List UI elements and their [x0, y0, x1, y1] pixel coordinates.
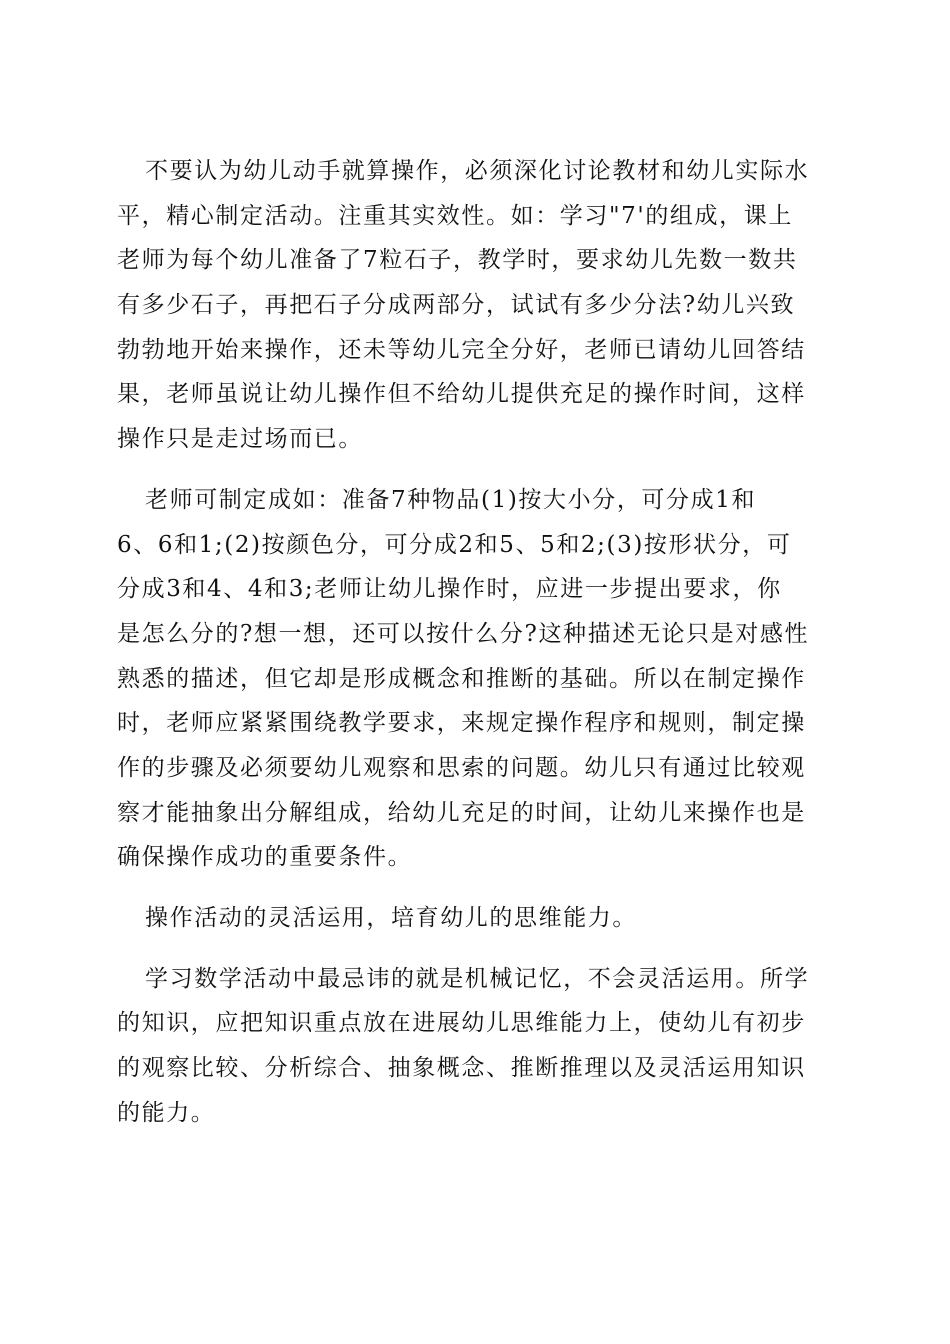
text-line: 确保操作成功的重要条件。 [117, 844, 413, 871]
text-line: 的观察比较、分析综合、抽象概念、推断推理以及灵活运用知识 [117, 1055, 806, 1082]
text-line: 有多少石子，再把石子分成两部分，试试有多少分法?幼儿兴致 [117, 292, 796, 319]
text-line: 是怎么分的?想一想，还可以按什么分?这种描述无论只是对感性 [117, 620, 810, 647]
text-line: 学习数学活动中最忌讳的就是机械记忆，不会灵活运用。所学 [145, 965, 810, 992]
text-line: 察才能抽象出分解组成，给幼儿充足的时间，让幼儿来操作也是 [117, 799, 806, 826]
text-line: 作的步骤及必须要幼儿观察和思索的问题。幼儿只有通过比较观 [117, 754, 806, 781]
text-line: 的知识，应把知识重点放在进展幼儿思维能力上，使幼儿有初步 [117, 1010, 806, 1037]
text-line: 平，精心制定活动。注重其实效性。如：学习"7'的组成，课上 [117, 202, 793, 229]
text-line: 操作活动的灵活运用，培育幼儿的思维能力。 [145, 905, 637, 931]
text-line: 时，老师应紧紧围绕教学要求，来规定操作程序和规则，制定操 [117, 710, 806, 737]
text-line: 老师为每个幼儿准备了7粒石子，教学时，要求幼儿先数一数共 [117, 247, 798, 274]
paragraph-2 [117, 478, 835, 880]
text-line: 勃勃地开始来操作，还未等幼儿完全分好，老师已请幼儿回答结 [117, 336, 806, 363]
text-line: 的能力。 [117, 1099, 216, 1126]
paragraph-gap [117, 941, 835, 957]
text-line: 操作只是走过场而已。 [117, 426, 363, 453]
text-line: 分成3和4、4和3;老师让幼儿操作时，应进一步提出要求，你 [117, 576, 782, 603]
paragraph-gap [117, 462, 835, 478]
text-line: 果，老师虽说让幼儿操作但不给幼儿提供充足的操作时间，这样 [117, 381, 806, 408]
paragraph-gap [117, 880, 835, 896]
text-line: 6、6和1;(2)按颜色分，可分成2和5、5和2;(3)按形状分，可 [117, 531, 792, 558]
document-page [117, 149, 835, 1135]
paragraph-4 [117, 957, 835, 1136]
paragraph-3 [117, 896, 835, 941]
paragraph-1 [117, 149, 835, 462]
text-line: 不要认为幼儿动手就算操作，必须深化讨论教材和幼儿实际水 [145, 158, 810, 184]
text-line: 老师可制定成如：准备7种物品(1)按大小分，可分成1和 [145, 486, 757, 513]
text-line: 熟悉的描述，但它却是形成概念和推断的基础。所以在制定操作 [117, 665, 806, 692]
